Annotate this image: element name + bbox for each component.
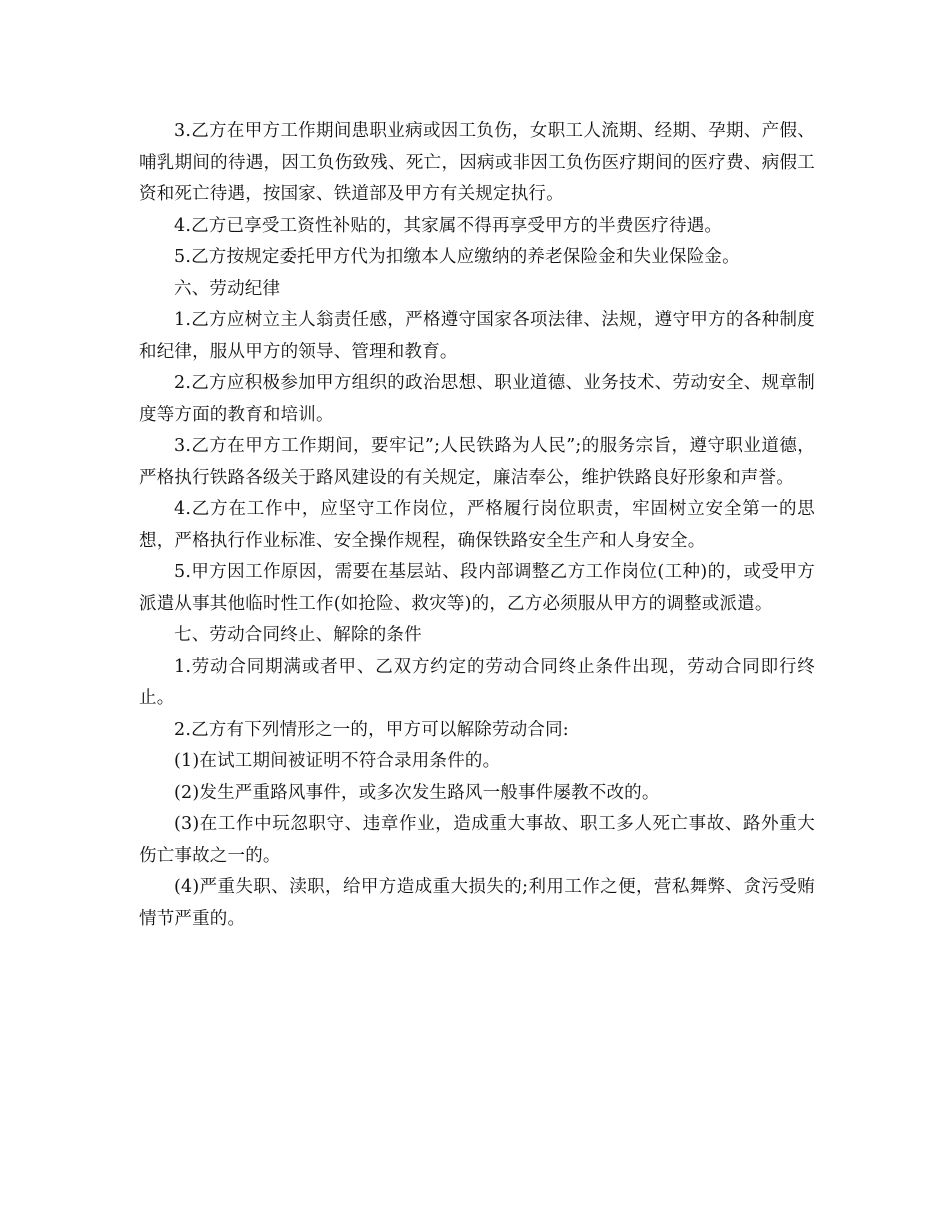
list-item-conduct-violation: (2)发生严重路风事件，或多次发生路风一般事件屡教不改的。 (174, 782, 660, 803)
paragraph-occupational-injury-benefits: 3.乙方在甲方工作期间患职业病或因工负伤，女职工人流期、经期、孕期、产假、哺乳期间的待遇，因工负伤致残、死亡，因病或非因工负伤医疗期间的医疗费、病假工资和死亡待遇，按国家、铁道部及甲方有关规定执行。 (139, 121, 815, 204)
paragraph-termination-conditions: 2.乙方有下列情形之一的，甲方可以解除劳动合同: (174, 719, 569, 740)
paragraph-insurance-withholding: 5.乙方按规定委托甲方代为扣缴本人应缴纳的养老保险金和失业保险金。 (174, 247, 740, 267)
paragraph-contract-expiry: 1.劳动合同期满或者甲、乙双方约定的劳动合同终止条件出现，劳动合同即行终止。 (139, 656, 815, 708)
document-body (139, 116, 815, 935)
paragraph-medical-benefits: 4.乙方已享受工资性补贴的，其家属不得再享受甲方的半费医疗待遇。 (174, 215, 723, 236)
paragraph-obey-laws: 1.乙方应树立主人翁责任感，严格遵守国家各项法律、法规，遵守甲方的各种制度和纪律，服从甲方的领导、管理和教育。 (139, 310, 815, 362)
paragraph-safety: 4.乙方在工作中，应坚守工作岗位，严格履行岗位职责，牢固树立安全第一的思想，严格执行作业标准、安全操作规程，确保铁路安全生产和人身安全。 (139, 499, 815, 551)
section-heading-contract-termination: 七、劳动合同终止、解除的条件 (174, 625, 422, 645)
list-item-dereliction-corruption: (4)严重失职、渎职，给甲方造成重大损失的;利用工作之便，营私舞弊、贪污受贿情节严重的。 (139, 877, 815, 929)
paragraph-service-principle: 3.乙方在甲方工作期间，要牢记”;人民铁路为人民”;的服务宗旨，遵守职业道德，严格执行铁路各级关于路风建设的有关规定，廉洁奉公，维护铁路良好形象和声誉。 (139, 436, 815, 488)
paragraph-job-adjustment: 5.甲方因工作原因，需要在基层站、段内部调整乙方工作岗位(工种)的，或受甲方派遣从事其他临时性工作(如抢险、救灾等)的，乙方必须服从甲方的调整或派遣。 (139, 562, 815, 614)
list-item-negligence-accident: (3)在工作中玩忽职守、违章作业，造成重大事故、职工多人死亡事故、路外重大伤亡事故之一的。 (139, 814, 815, 866)
list-item-probation: (1)在试工期间被证明不符合录用条件的。 (174, 751, 501, 771)
paragraph-training: 2.乙方应积极参加甲方组织的政治思想、职业道德、业务技术、劳动安全、规章制度等方面的教育和培训。 (139, 373, 815, 425)
section-heading-labor-discipline: 六、劳动纪律 (174, 278, 281, 299)
